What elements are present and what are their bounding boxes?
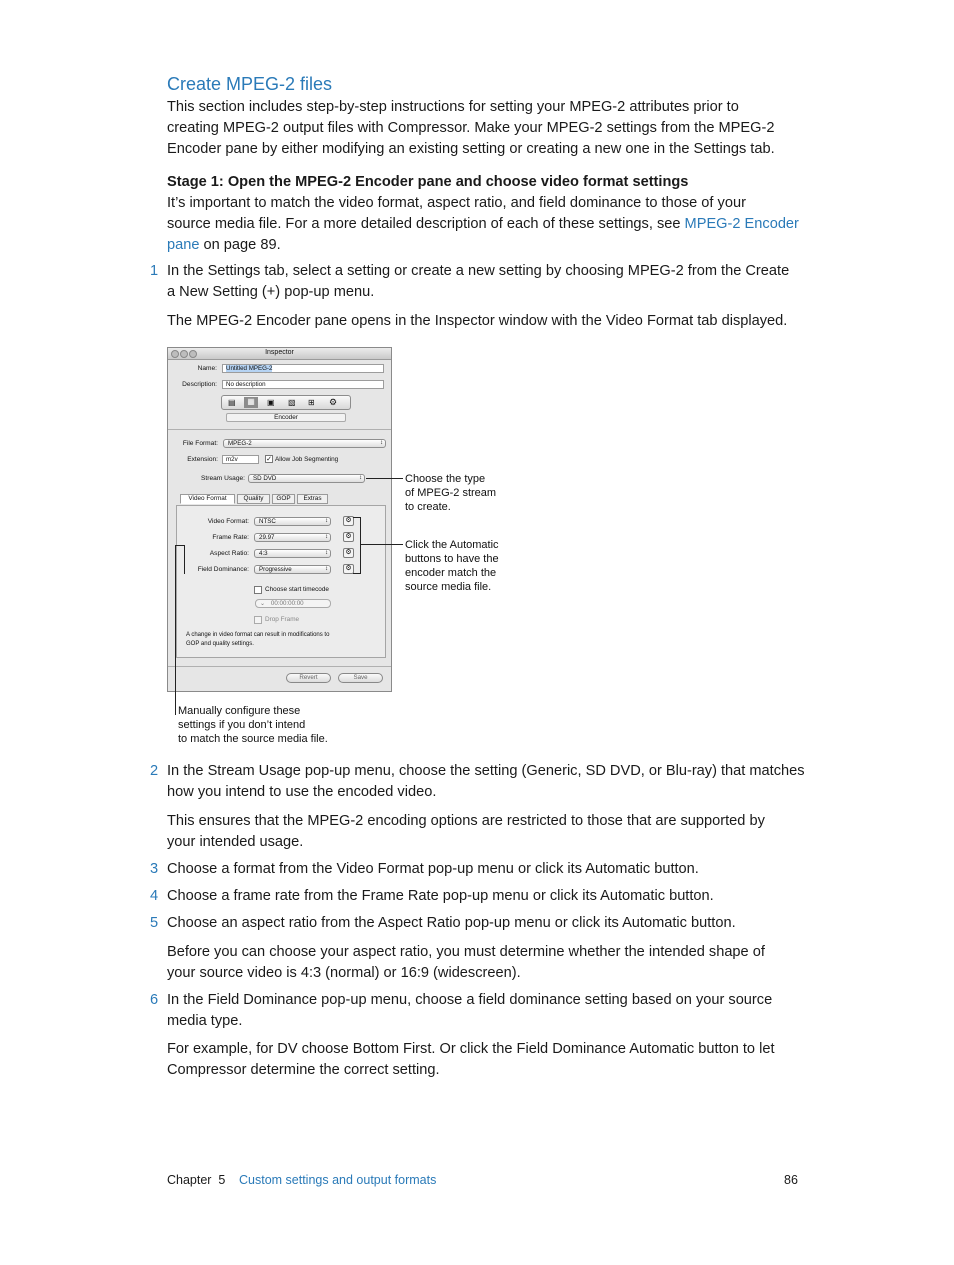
name-label: Name: [197, 365, 217, 372]
step-number: 1 [150, 263, 159, 279]
callout-bracket [175, 545, 185, 546]
drop-frame-label: Drop Frame [265, 616, 300, 623]
step-text: Choose a frame rate from the Frame Rate pop-up menu or click its Automatic button. [167, 888, 714, 904]
stage-line: on page 89. [199, 237, 281, 253]
intro-paragraph [167, 97, 775, 160]
aspect-ratio-popup[interactable]: 4:3 ↕ [254, 549, 331, 558]
step-line: In the Field Dominance pop-up menu, choose a field dominance setting based on your source [167, 992, 773, 1008]
callout-line-text: Choose the type [405, 473, 486, 485]
step-note [167, 811, 765, 853]
callout-line-text: to create. [405, 501, 451, 513]
encoder-toolbar [221, 395, 351, 410]
callout-line-text: buttons to have the [405, 553, 499, 565]
inspector-titlebar [168, 348, 391, 360]
step-text [167, 990, 772, 1032]
step-line: In the Settings tab, select a setting or create a new setting by choosing MPEG-2 from the Create [167, 263, 790, 279]
step-number: 3 [150, 861, 159, 877]
actions-icon[interactable]: ⚙ [329, 397, 338, 407]
save-button[interactable]: Save [338, 673, 383, 683]
section-heading: Create MPEG-2 files [167, 74, 333, 94]
inspector-window [167, 347, 392, 692]
stage-paragraph [167, 193, 799, 256]
frame-rate-popup[interactable]: 29.97 ↕ [254, 533, 331, 542]
stage-heading: Stage 1: Open the MPEG-2 Encoder pane and choose video format settings [167, 174, 689, 190]
page-number: 86 [784, 1173, 798, 1187]
callout-line-text: Manually configure these [178, 705, 301, 717]
inspector-title: Inspector [265, 349, 294, 356]
step-line: In the Stream Usage pop-up menu, choose the setting (Generic, SD DVD, or Blu-ray) that matches [167, 763, 805, 779]
step-note [167, 1039, 775, 1081]
stream-usage-popup[interactable]: SD DVD ↕ [248, 474, 365, 483]
extension-label: Extension: [187, 456, 218, 463]
intro-line: Encoder pane by either modifying an existing setting or creating a new one in the Settings tab. [167, 141, 775, 157]
divider [168, 666, 391, 667]
frame-rate-label: Frame Rate: [212, 534, 249, 541]
intro-line: creating MPEG-2 output files with Compressor. Make your MPEG-2 settings from the MPEG-2 [167, 120, 775, 136]
callout-manual [178, 704, 328, 746]
filters-icon[interactable]: ▧ [288, 398, 296, 407]
file-format-label: File Format: [182, 440, 218, 447]
start-timecode-label: Choose start timecode [265, 586, 329, 593]
gear-icon: ⚙ [345, 565, 352, 572]
drop-frame-checkbox[interactable] [254, 616, 262, 624]
callout-line [366, 478, 403, 479]
video-format-popup[interactable]: NTSC ↕ [254, 517, 331, 526]
callout-automatic [405, 538, 499, 594]
step-text: Choose an aspect ratio from the Aspect Ratio pop-up menu or click its Automatic button. [167, 915, 736, 931]
encoder-pane-link[interactable]: MPEG-2 Encoder [684, 216, 799, 232]
field-dominance-label: Field Dominance: [197, 566, 249, 573]
aspect-ratio-label: Aspect Ratio: [209, 550, 249, 557]
tab-extras[interactable]: Extras [297, 494, 328, 504]
allow-segmenting-label: Allow Job Segmenting [275, 456, 339, 463]
gear-icon: ⚙ [345, 517, 352, 524]
gear-icon: ⚙ [345, 533, 352, 540]
frame-rate-auto-button[interactable] [343, 532, 354, 542]
callout-line [360, 544, 403, 545]
summary-icon[interactable]: ▤ [228, 398, 236, 407]
callout-bracket [360, 517, 361, 574]
encoder-icon[interactable]: ▦ [244, 397, 258, 408]
warning-line: A change in video format can result in modifications to [186, 632, 330, 638]
callout-line-text: source media file. [405, 581, 492, 593]
allow-segmenting-checkbox[interactable]: ✓ [266, 456, 272, 463]
format-warning [186, 631, 329, 649]
note-line: your source video is 4:3 (normal) or 16:9 (widescreen). [167, 965, 521, 981]
footer-chapter-link[interactable]: Custom settings and output formats [239, 1173, 437, 1187]
step-number: 2 [150, 763, 159, 779]
timecode-value: 00:00:00:00 [270, 600, 304, 607]
stage-line: It’s important to match the video format, aspect ratio, and field dominance to those of your [167, 195, 746, 211]
step-line: a New Setting (+) pop-up menu. [167, 284, 375, 300]
geometry-icon[interactable]: ⊞ [308, 398, 315, 407]
warning-line: GOP and quality settings. [186, 641, 254, 647]
name-field[interactable] [222, 364, 384, 373]
step-number: 5 [150, 915, 159, 931]
start-timecode-checkbox[interactable] [254, 586, 262, 594]
description-label: Description: [182, 381, 217, 388]
aspect-ratio-auto-button[interactable] [343, 548, 354, 558]
step-line: how you intend to use the encoded video. [167, 784, 437, 800]
callout-stream-type [405, 472, 496, 514]
revert-button[interactable]: Revert [286, 673, 331, 683]
callout-bracket [353, 517, 361, 518]
tab-gop[interactable]: GOP [272, 494, 295, 504]
stream-usage-label: Stream Usage: [201, 475, 245, 482]
description-field[interactable]: No description [222, 380, 384, 389]
tab-quality[interactable]: Quality [237, 494, 270, 504]
callout-line [175, 545, 176, 715]
note-line: This ensures that the MPEG-2 encoding options are restricted to those that are supported by [167, 813, 765, 829]
frame-controls-icon[interactable]: ▣ [267, 398, 275, 407]
stepper-icon: ⌄ [260, 600, 266, 607]
callout-bracket [353, 573, 361, 574]
callout-line-text: encoder match the [405, 567, 497, 579]
field-dominance-popup[interactable]: Progressive ↕ [254, 565, 331, 574]
callout-line-text: settings if you don’t intend [178, 719, 306, 731]
step-line: media type. [167, 1013, 243, 1029]
callout-line-text: Click the Automatic [405, 539, 499, 551]
callout-line-text: to match the source media file. [178, 733, 328, 745]
step-number: 6 [150, 992, 159, 1008]
step-text [167, 761, 805, 803]
timecode-field[interactable] [255, 599, 331, 608]
step-number: 4 [150, 888, 159, 904]
note-line: your intended usage. [167, 834, 304, 850]
note-line: Before you can choose your aspect ratio, you must determine whether the intended shape of [167, 944, 765, 960]
divider [168, 429, 391, 430]
name-value: Untitled MPEG-2 [226, 365, 273, 372]
note-line: For example, for DV choose Bottom First. Or click the Field Dominance Automatic button to let [167, 1041, 775, 1057]
step-note: The MPEG-2 Encoder pane opens in the Inspector window with the Video Format tab displayed. [167, 313, 788, 329]
note-line: Compressor determine the correct setting. [167, 1062, 440, 1078]
callout-line-text: of MPEG-2 stream [405, 487, 497, 499]
encoder-pane-link-cont[interactable]: pane [167, 237, 200, 253]
file-format-popup[interactable]: MPEG-2 ↕ [223, 439, 386, 448]
intro-line: This section includes step-by-step instructions for setting your MPEG-2 attributes prior to [167, 99, 739, 115]
stage-line: source media file. For a more detailed description of each of these settings, see [167, 216, 685, 232]
tab-video-format[interactable]: Video Format [180, 494, 235, 504]
video-format-label: Video Format: [207, 518, 249, 525]
footer-chapter: Chapter 5 [167, 1173, 226, 1187]
step-text [167, 261, 789, 303]
extension-field[interactable]: m2v [222, 455, 259, 464]
step-note [167, 942, 765, 984]
callout-bracket [184, 545, 185, 574]
step-text: Choose a format from the Video Format pop-up menu or click its Automatic button. [167, 861, 699, 877]
gear-icon: ⚙ [345, 549, 352, 556]
encoder-tab-label: Encoder [226, 413, 346, 422]
